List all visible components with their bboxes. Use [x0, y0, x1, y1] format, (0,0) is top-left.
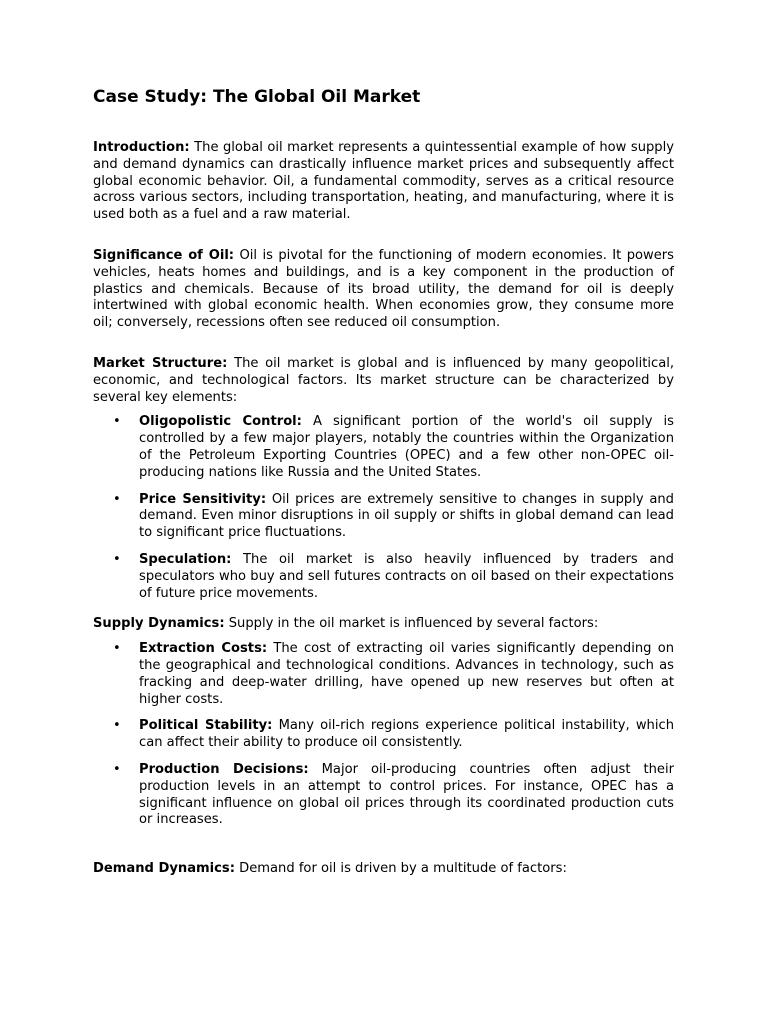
supply-dynamics-list: [93, 641, 674, 829]
bullet-icon: •: [113, 491, 121, 507]
significance-label: Significance of Oil:: [93, 247, 235, 263]
document-page: [93, 84, 674, 878]
market-structure-text: The oil market is global and is influenced by many geopolitical, economic, and technological factors. Its market structure can be characterized by several key elements:: [93, 355, 675, 405]
list-item: [93, 552, 674, 602]
list-item-label: Price Sensitivity:: [139, 491, 267, 507]
demand-dynamics-label: Demand Dynamics:: [93, 861, 235, 877]
bullet-icon: •: [113, 641, 121, 657]
list-item-text: Many oil-rich regions experience political instability, which can affect their ability to produce oil consistently.: [139, 718, 674, 751]
bullet-icon: •: [113, 551, 121, 567]
significance-text: Oil is pivotal for the functioning of modern economies. It powers vehicles, heats homes and buildings, and is a key component in the production of plastics and chemicals. Because of its broad utility, the demand for oil is deeply intertwined with global economic health. When economies grow, they consume more oil; conversely, recessions often see reduced oil consumption.: [93, 247, 674, 331]
list-item-label: Production Decisions:: [139, 761, 309, 777]
supply-dynamics-label: Supply Dynamics:: [93, 616, 225, 632]
market-structure-label: Market Structure:: [93, 355, 228, 371]
list-item-text: The oil market is also heavily influenced by traders and speculators who buy and sell futures contracts on oil based on their expectations of future price movements.: [139, 551, 674, 601]
supply-dynamics-paragraph: [93, 616, 674, 633]
list-item-text: The cost of extracting oil varies significantly depending on the geographical and technological conditions. Advances in technology, such as fracking and deep-water drilling, have opened up new reserves but often at higher costs.: [139, 641, 675, 707]
market-structure-list: [93, 414, 674, 602]
significance-paragraph: [93, 248, 674, 332]
list-item: [93, 492, 674, 542]
list-item-label: Speculation:: [139, 551, 232, 567]
list-item-label: Political Stability:: [139, 718, 273, 734]
introduction-paragraph: [93, 140, 674, 224]
list-item: [93, 762, 674, 829]
list-item-text: Oil prices are extremely sensitive to changes in supply and demand. Even minor disruptions in oil supply or shifts in global demand can lead to significant price fluctuations.: [139, 491, 674, 541]
list-item-label: Extraction Costs:: [139, 641, 268, 657]
supply-dynamics-text: Supply in the oil market is influenced by several factors:: [224, 616, 599, 632]
bullet-icon: •: [113, 414, 121, 430]
list-item: [93, 414, 674, 481]
document-title: Case Study: The Global Oil Market: [93, 87, 421, 107]
list-item-text: A significant portion of the world's oil supply is controlled by a few major players, notably the countries within the Organization of the Petroleum Exporting Countries (OPEC) and a few other non-OPEC oil-producing nations like Russia and the United States.: [139, 414, 674, 480]
demand-dynamics-paragraph: [93, 861, 674, 878]
bullet-icon: •: [113, 718, 121, 734]
introduction-text: The global oil market represents a quintessential example of how supply and demand dynamics can drastically influence market prices and subsequently affect global economic behavior. Oil, a fundamental commodity, serves as a critical resource across various sectors, including transportation, heating, and manufacturing, where it is used both as a fuel and a raw material.: [93, 140, 674, 223]
market-structure-paragraph: [93, 356, 674, 406]
list-item-label: Oligopolistic Control:: [139, 414, 302, 430]
list-item: [93, 718, 674, 752]
bullet-icon: •: [113, 761, 121, 777]
introduction-label: Introduction:: [93, 140, 190, 155]
list-item: [93, 641, 674, 708]
list-item-text: Major oil-producing countries often adjust their production levels in an attempt to control prices. For instance, OPEC has a significant influence on global oil prices through its coordinated production cuts or increases.: [139, 761, 674, 828]
demand-dynamics-text: Demand for oil is driven by a multitude of factors:: [234, 861, 567, 877]
